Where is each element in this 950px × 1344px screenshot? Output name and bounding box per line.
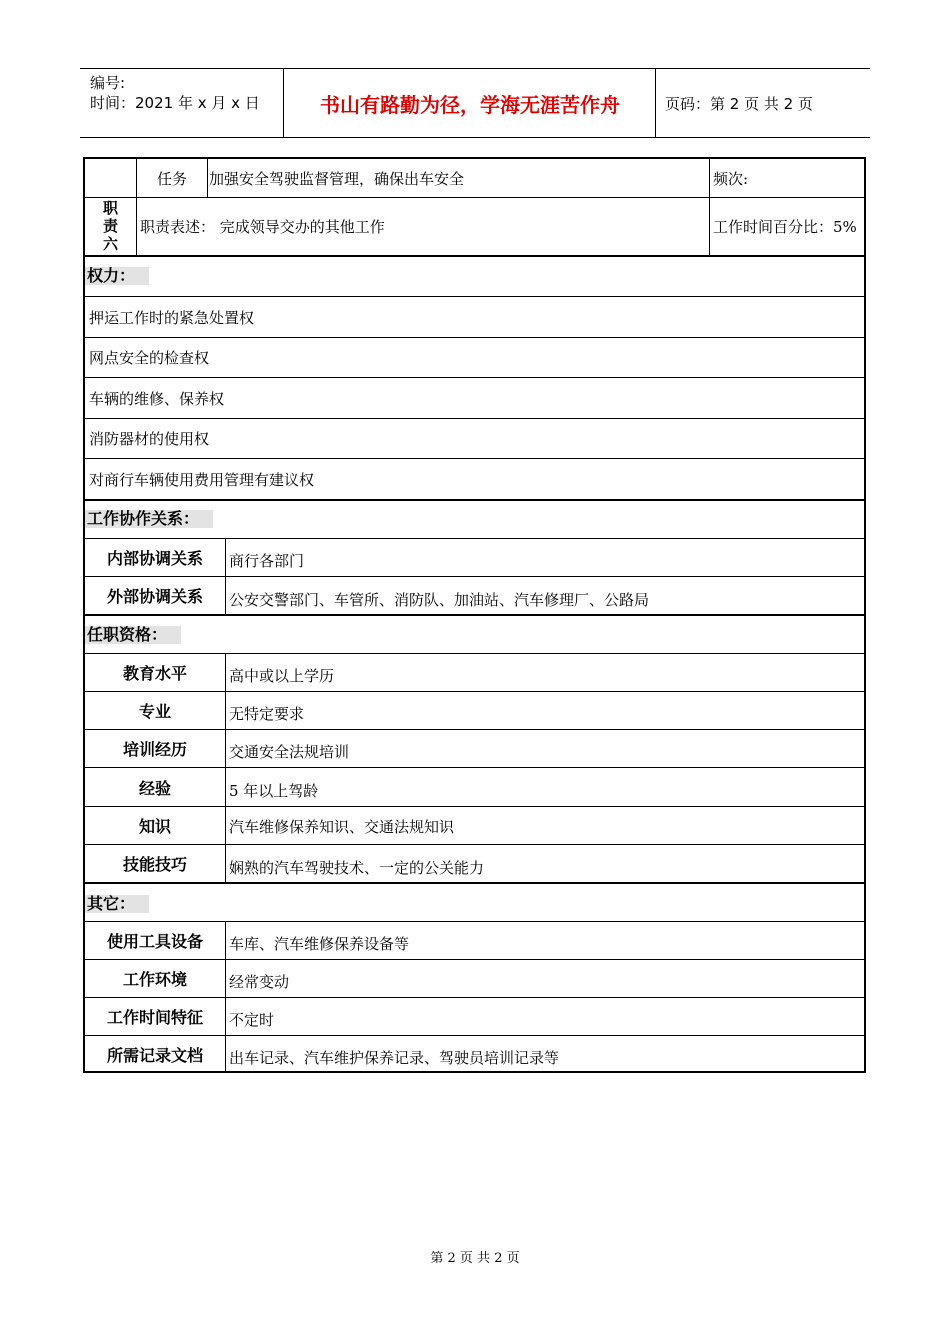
qualification-label: 教育水平 bbox=[122, 664, 187, 683]
column-divider bbox=[225, 538, 226, 614]
qualification-value: 无特定要求 bbox=[229, 705, 305, 723]
other-value: 车库、汽车维修保养设备等 bbox=[229, 935, 410, 953]
other-value: 出车记录、汽车维护保养记录、驾驶员培训记录等 bbox=[229, 1048, 560, 1067]
qualification-value: 交通安全法规培训 bbox=[229, 743, 350, 761]
task-value: 加强安全驾驶监督管理，确保出车安全 bbox=[209, 169, 465, 188]
document-date: 时间：2021 年 x 月 x 日 bbox=[90, 94, 260, 112]
section-title-qualifications: 任职资格： bbox=[85, 626, 181, 644]
other-label: 所需记录文档 bbox=[106, 1046, 203, 1065]
authority-item: 车辆的维修、保养权 bbox=[89, 389, 225, 408]
authority-item: 对商行车辆使用费用管理有建议权 bbox=[89, 470, 315, 489]
section-title-authority: 权力： bbox=[85, 267, 149, 285]
document-header bbox=[80, 68, 870, 138]
row-divider bbox=[85, 499, 864, 501]
authority-item: 押运工作时的紧急处置权 bbox=[89, 308, 255, 327]
duty-label-char: 职 bbox=[102, 199, 118, 217]
qualification-value: 娴熟的汽车驾驶技术、一定的公关能力 bbox=[229, 858, 485, 877]
duty-label-char: 责 bbox=[102, 217, 118, 235]
document-id-label: 编号: bbox=[90, 74, 126, 92]
column-divider bbox=[225, 653, 226, 882]
qualification-label: 知识 bbox=[138, 817, 171, 836]
qualification-value: 5 年以上驾龄 bbox=[229, 781, 319, 800]
row-divider bbox=[85, 255, 864, 257]
header-divider bbox=[655, 69, 656, 137]
duty-description: 职责表述： 完成领导交办的其他工作 bbox=[140, 218, 385, 236]
qualification-label: 培训经历 bbox=[122, 740, 187, 759]
relation-value: 商行各部门 bbox=[229, 551, 305, 570]
qualification-label: 技能技巧 bbox=[122, 855, 187, 874]
relation-label: 内部协调关系 bbox=[106, 549, 203, 568]
header-meta bbox=[90, 73, 260, 113]
relation-value: 公安交警部门、车管所、消防队、加油站、汽车修理厂、公路局 bbox=[229, 590, 650, 609]
other-value: 经常变动 bbox=[229, 973, 290, 991]
section-title-relations: 工作协作关系： bbox=[85, 510, 213, 528]
qualification-label: 专业 bbox=[138, 702, 171, 721]
other-label: 工作时间特征 bbox=[106, 1008, 203, 1027]
header-page-indicator: 页码：第 2 页 共 2 页 bbox=[665, 94, 813, 113]
duty-label-char: 六 bbox=[102, 235, 118, 253]
qualification-value: 汽车维修保养知识、交通法规知识 bbox=[229, 817, 455, 836]
qualification-value: 高中或以上学历 bbox=[229, 667, 335, 685]
task-label: 任务 bbox=[156, 169, 187, 188]
duty-number-label bbox=[85, 198, 136, 254]
page-footer: 第 2 页 共 2 页 bbox=[430, 1251, 520, 1266]
relation-label: 外部协调关系 bbox=[106, 587, 203, 606]
other-value: 不定时 bbox=[229, 1011, 275, 1029]
column-divider bbox=[207, 159, 208, 197]
time-percentage: 工作时间百分比：5% bbox=[713, 218, 857, 236]
authority-item: 消防器材的使用权 bbox=[89, 430, 210, 448]
column-divider bbox=[709, 159, 710, 255]
column-divider bbox=[225, 921, 226, 1071]
other-label: 使用工具设备 bbox=[106, 932, 203, 951]
other-label: 工作环境 bbox=[122, 970, 187, 989]
header-divider bbox=[283, 69, 284, 137]
frequency-label: 频次: bbox=[713, 169, 749, 188]
section-title-others: 其它： bbox=[85, 895, 149, 913]
qualification-label: 经验 bbox=[138, 778, 171, 798]
header-motto: 书山有路勤为径，学海无涯苦作舟 bbox=[320, 92, 620, 117]
authority-item: 网点安全的检查权 bbox=[89, 349, 210, 367]
